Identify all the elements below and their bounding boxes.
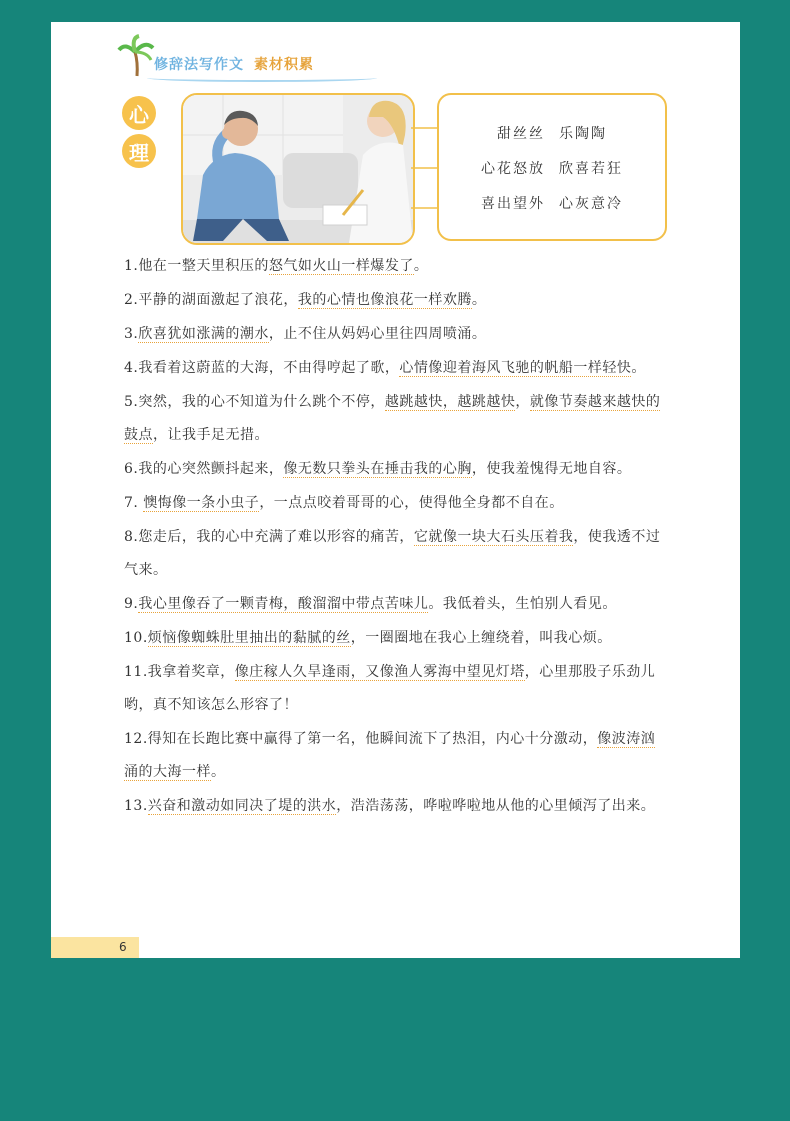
idiom-row — [439, 158, 665, 178]
sentence-highlight: 像波涛汹涌的大海一样 — [124, 731, 656, 780]
example-sentence — [124, 318, 669, 351]
sentence-text: ，让我手足无措。 — [153, 427, 269, 443]
example-sentence — [124, 622, 669, 655]
sentence-highlight: 越跳越快，越跳越快 — [384, 394, 516, 410]
example-sentence — [124, 521, 669, 587]
idiom: 甜丝丝 — [497, 126, 545, 142]
header-underline — [147, 74, 377, 82]
sentence-text: 8.您走后，我的心中充满了难以形容的痛苦， — [124, 529, 414, 545]
example-sentence — [124, 352, 669, 385]
sentence-highlight: 它就像一块大石头压着我 — [413, 529, 574, 545]
sentence-highlight: 就像节奏越来越快的鼓点 — [124, 394, 661, 443]
sentence-highlight: 欣喜犹如涨满的潮水 — [138, 326, 269, 342]
example-sentence — [124, 656, 669, 722]
sentence-text: 11.我拿着奖章， — [124, 664, 235, 680]
idiom-box — [437, 93, 667, 241]
sentence-text: 1.他在一整天里积压的 — [124, 258, 269, 274]
header-subtitle: 素材积累 — [254, 57, 314, 73]
sentence-highlight: 我的心情也像浪花一样欢腾 — [297, 292, 472, 308]
sentence-text: 。 — [631, 360, 646, 376]
sentence-highlight: 我心里像吞了一颗青梅，酸溜溜中带点苦味儿 — [138, 596, 429, 612]
sentence-highlight: 心情像迎着海风飞驰的帆船一样轻快 — [399, 360, 632, 376]
example-sentence — [124, 723, 669, 789]
sentence-text: 7. — [124, 495, 144, 511]
idiom: 欣喜若狂 — [559, 161, 623, 177]
sentence-highlight: 烦恼像蜘蛛肚里抽出的黏腻的丝 — [147, 630, 351, 646]
book-page — [51, 22, 740, 958]
idiom: 心花怒放 — [481, 161, 545, 177]
sentence-highlight: 兴奋和激动如同决了堤的洪水 — [147, 798, 337, 814]
sentence-text: 4.我看着这蔚蓝的大海，不由得哼起了歌， — [124, 360, 400, 376]
idiom: 喜出望外 — [481, 196, 545, 212]
sentence-text: ，止不住从妈妈心里往四周喷涌。 — [268, 326, 487, 342]
idiom-row — [439, 193, 665, 213]
example-sentence — [124, 386, 669, 452]
sentence-text: 。 — [413, 258, 429, 274]
sentence-text: 13. — [124, 798, 148, 814]
page-number: 6 — [119, 940, 127, 954]
sentence-text: 。 — [471, 292, 487, 308]
example-sentence — [124, 588, 669, 621]
example-sentence — [124, 250, 669, 283]
sentence-text: ，一圈圈地在我心上缠绕着，叫我心烦。 — [350, 630, 612, 646]
example-sentence — [124, 487, 669, 520]
section-char: 理 — [122, 134, 156, 168]
sentence-highlight: 怒气如火山一样爆发了 — [268, 258, 414, 274]
palm-tree-icon — [117, 34, 157, 78]
sentence-text: ，心里那股子乐劲儿哟，真不知该怎么形容了！ — [124, 664, 656, 713]
header-title-main: 修辞法写作文 — [154, 57, 244, 73]
header-title — [154, 54, 314, 74]
header — [117, 34, 387, 82]
counseling-photo — [181, 93, 415, 245]
connector-lines — [411, 113, 439, 223]
example-sentence — [124, 453, 669, 486]
sentence-highlight: 懊悔像一条小虫子 — [143, 495, 260, 511]
idiom-row — [439, 123, 665, 143]
sentence-text: ， — [515, 394, 530, 410]
sentence-text: 。 — [211, 764, 226, 780]
sentence-text: ，一点点咬着哥哥的心，使得他全身都不自在。 — [259, 495, 564, 511]
sentence-text: 9. — [124, 596, 139, 612]
section-badge — [122, 96, 158, 172]
section-char: 心 — [122, 96, 156, 130]
sentence-text: 12.得知在长跑比赛中赢得了第一名，他瞬间流下了热泪，内心十分激动， — [124, 731, 598, 747]
sentence-highlight: 像无数只拳头在捶击我的心胸 — [283, 461, 472, 477]
sentence-text: ，使我羞愧得无地自容。 — [471, 461, 632, 477]
sentence-text: ，使我透不过气来。 — [124, 529, 661, 578]
sentence-text: 6.我的心突然颤抖起来， — [124, 461, 284, 477]
idiom: 心灰意冷 — [559, 196, 623, 212]
sentence-highlight: 像庄稼人久旱逢雨，又像渔人雾海中望见灯塔 — [234, 664, 525, 680]
sentence-text: 10. — [124, 630, 148, 646]
example-sentence — [124, 284, 669, 317]
sentence-text: 5.突然，我的心不知道为什么跳个不停， — [124, 394, 385, 410]
sentence-text: 3. — [124, 326, 139, 342]
sentence-text: 。我低着头，生怕别人看见。 — [428, 596, 617, 612]
example-sentence — [124, 790, 669, 823]
sentence-text: 2.平静的湖面激起了浪花， — [124, 292, 298, 308]
sentence-text: ，浩浩荡荡，哗啦哗啦地从他的心里倾泻了出来。 — [336, 798, 656, 814]
idiom: 乐陶陶 — [559, 126, 607, 142]
example-sentence-list — [124, 250, 669, 824]
